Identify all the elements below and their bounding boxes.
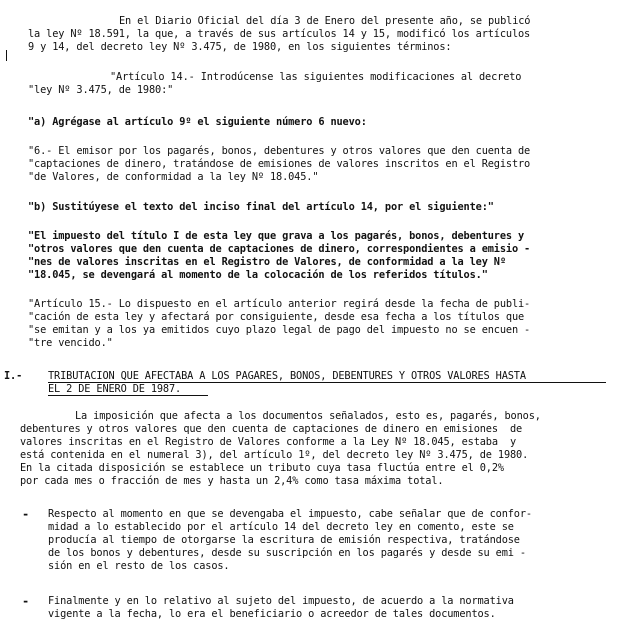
impuesto-line-4: "18.045, se devengará al momento de la colocación de los referidos títulos." bbox=[28, 269, 488, 281]
art15-line-3: "se emitan y a los ya emitidos cuyo plazo legal de pago del impuesto no se encuen - bbox=[28, 324, 531, 336]
bullet-1-marker: - bbox=[22, 507, 30, 521]
intro-line-2: la ley Nº 18.591, la que, a través de sus artículos 14 y 15, modificó los artículos bbox=[28, 28, 531, 40]
bullet-2-marker: - bbox=[22, 594, 30, 608]
section-number: I.- bbox=[4, 370, 23, 382]
bullet2-line-2: vigente a la fecha, lo era el beneficiario o acreedor de tales documentos. bbox=[48, 608, 496, 620]
bullet1-line-4: de los bonos y debentures, desde su suscripción en los pagarés y desde su emi - bbox=[48, 547, 526, 559]
bullet1-line-2: midad a lo establecido por el artículo 14 del decreto ley en comento, este se bbox=[48, 521, 514, 533]
impuesto-line-2: "otros valores que den cuenta de captaciones de dinero, correspondientes a emisio - bbox=[28, 243, 531, 255]
section-title-line-2: EL 2 DE ENERO DE 1987. bbox=[48, 383, 182, 395]
section-title-underline-2 bbox=[48, 395, 208, 396]
art15-line-2: "cación de esta ley y afectará por consiguiente, desde esa fecha a los títulos que bbox=[28, 311, 525, 323]
p2-line-4: está contenida en el numeral 3), del artículo 1º, del decreto ley Nº 3.475, de 1980. bbox=[20, 449, 529, 461]
margin-mark bbox=[6, 50, 7, 61]
item6-line-3: "de Valores, de conformidad a la ley Nº 18.045." bbox=[28, 171, 319, 183]
section-title-line-1: TRIBUTACION QUE AFECTABA A LOS PAGARES, BONOS, DEBENTURES Y OTROS VALORES HASTA bbox=[48, 370, 526, 382]
item6-line-1: "6.- El emisor por los pagarés, bonos, debentures y otros valores que den cuenta de bbox=[28, 145, 531, 157]
p2-line-2: debentures y otros valores que den cuenta de captaciones de dinero en emisiones de bbox=[20, 423, 523, 435]
p2-line-5: En la citada disposición se establece un tributo cuya tasa fluctúa entre el 0,2% bbox=[20, 462, 504, 474]
art15-line-1: "Artículo 15.- Lo dispuesto en el artículo anterior regirá desde la fecha de publi- bbox=[28, 298, 531, 310]
p2-line-3: valores inscritas en el Registro de Valores conforme a la Ley Nº 18.045, estaba y bbox=[20, 436, 517, 448]
art14-line-2: "ley Nº 3.475, de 1980:" bbox=[28, 84, 174, 96]
item-b: "b) Sustitúyese el texto del inciso final del artículo 14, por el siguiente:" bbox=[28, 201, 494, 213]
item6-line-2: "captaciones de dinero, tratándose de emisiones de valores inscritos en el Registro bbox=[28, 158, 531, 170]
art15-line-4: "tre vencido." bbox=[28, 337, 113, 349]
intro-line-3: 9 y 14, del decreto ley Nº 3.475, de 1980, en los siguientes términos: bbox=[28, 41, 452, 53]
bullet1-line-3: producía al tiempo de otorgarse la escritura de emisión respectiva, tratándose bbox=[48, 534, 520, 546]
impuesto-line-3: "nes de valores inscritas en el Registro de Valores, de conformidad a la ley Nº bbox=[28, 256, 506, 268]
intro-line-1: En el Diario Oficial del día 3 de Enero del presente año, se publicó bbox=[119, 15, 531, 27]
bullet2-line-1: Finalmente y en lo relativo al sujeto del impuesto, de acuerdo a la normativa bbox=[48, 595, 514, 607]
art14-line-1: "Artículo 14.- Introdúcense las siguientes modificaciones al decreto bbox=[110, 71, 522, 83]
p2-line-6: por cada mes o fracción de mes y hasta un 2,4% como tasa máxima total. bbox=[20, 475, 444, 487]
bullet1-line-5: sión en el resto de los casos. bbox=[48, 560, 230, 572]
item-a: "a) Agrégase al artículo 9º el siguiente número 6 nuevo: bbox=[28, 116, 367, 128]
bullet1-line-1: Respecto al momento en que se devengaba el impuesto, cabe señalar que de confor- bbox=[48, 508, 532, 520]
p2-line-1: La imposición que afecta a los documentos señalados, esto es, pagarés, bonos, bbox=[75, 410, 541, 422]
impuesto-line-1: "El impuesto del título I de esta ley que grava a los pagarés, bonos, debentures y bbox=[28, 230, 525, 242]
